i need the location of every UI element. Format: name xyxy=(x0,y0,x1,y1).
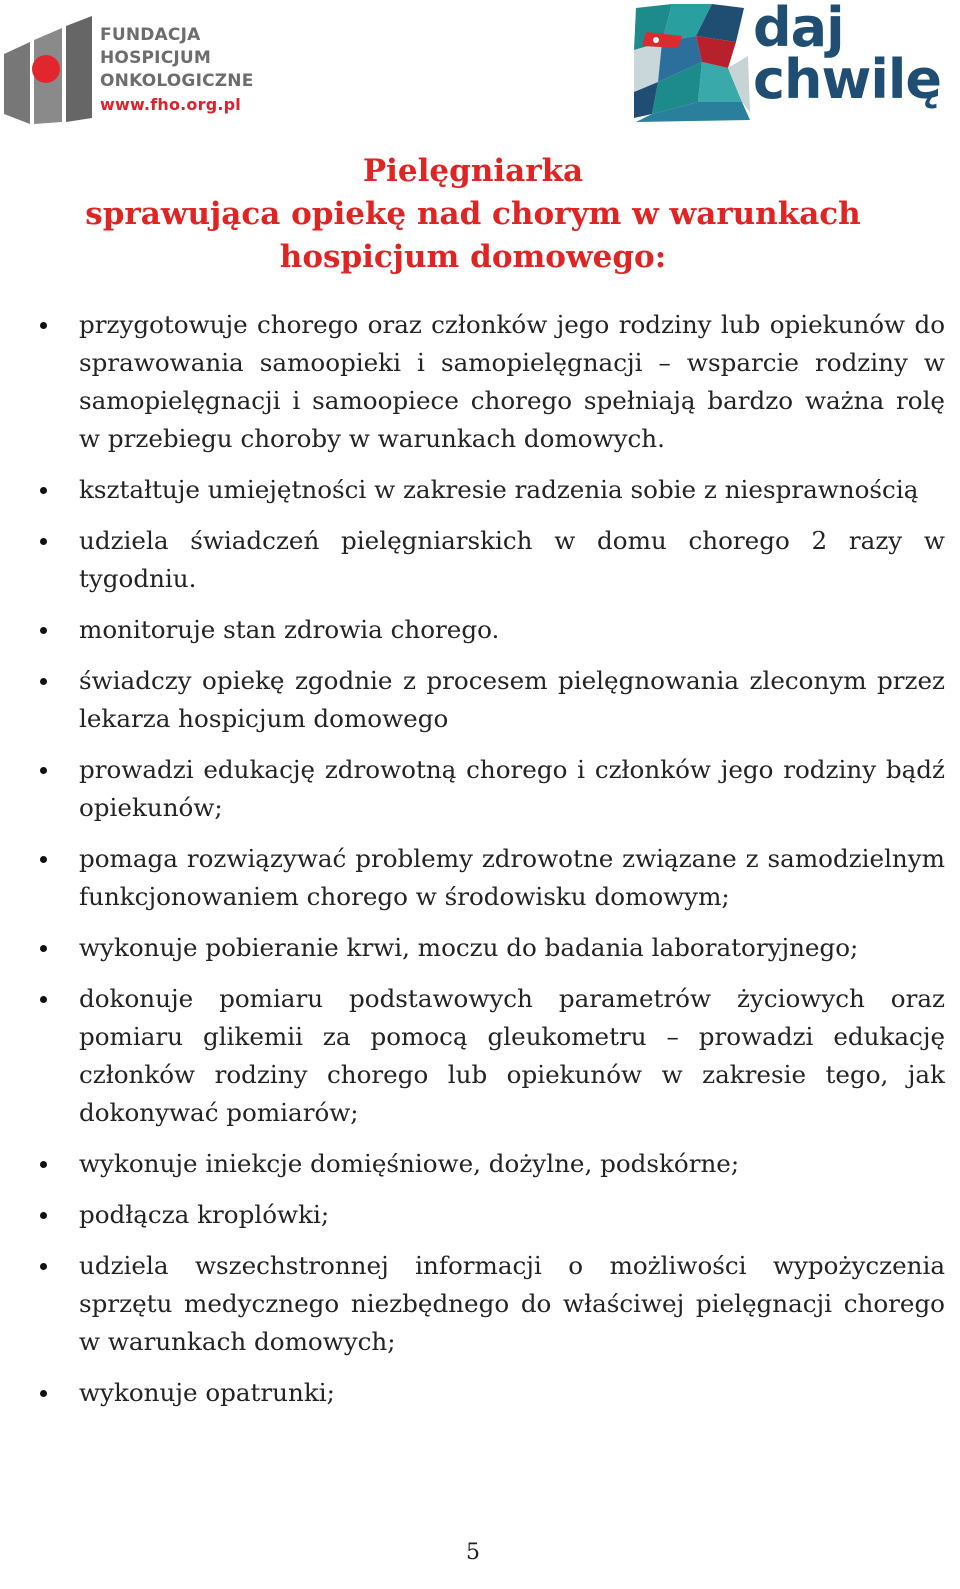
bullet-icon xyxy=(40,1263,47,1270)
bullet-icon xyxy=(40,996,47,1003)
list-item xyxy=(40,751,945,827)
bullet-icon xyxy=(40,1212,47,1219)
list-item-text: przygotowuje chorego oraz członków jego rodziny lub opiekunów do sprawowania samoopieki i samopielęgnacji – wsparcie rodziny w samopielęgnacji i samoopiece chorego spełniają bardzo ważna rolę w przebiegu choroby w warunkach domowych. xyxy=(79,310,945,453)
list-item xyxy=(40,1374,945,1412)
list-item-text: monitoruje stan zdrowia chorego. xyxy=(79,615,500,644)
title-line-2: sprawująca opiekę nad chorym w warunkach xyxy=(85,196,861,232)
list-item xyxy=(40,1247,945,1361)
bullet-icon xyxy=(40,1161,47,1168)
list-item xyxy=(40,611,945,649)
list-item xyxy=(40,522,945,598)
list-item xyxy=(40,929,945,967)
fho-line-1: FUNDACJA xyxy=(100,25,201,45)
list-item-text: prowadzi edukację zdrowotną chorego i członków jego rodziny bądź opiekunów; xyxy=(79,755,945,822)
bullet-icon xyxy=(40,538,47,545)
list-item-text: wykonuje iniekcje domięśniowe, dożylne, podskórne; xyxy=(79,1149,740,1178)
list-item xyxy=(40,1196,945,1234)
title-line-3: hospicjum domowego: xyxy=(279,239,667,275)
list-item-text: świadczy opiekę zgodnie z procesem pielęgnowania zleconym przez lekarza hospicjum domowego xyxy=(79,666,945,733)
bullet-icon xyxy=(40,627,47,634)
bullet-icon xyxy=(40,678,47,685)
page-number: 5 xyxy=(466,1540,480,1565)
bullet-icon xyxy=(40,767,47,774)
list-item-text: wykonuje opatrunki; xyxy=(79,1378,335,1407)
fho-logo-text xyxy=(100,24,254,116)
duties-list xyxy=(40,306,945,1425)
bullet-icon xyxy=(40,1390,47,1397)
list-item xyxy=(40,306,945,458)
list-item-text: udziela świadczeń pielęgniarskich w domu chorego 2 razy w tygodniu. xyxy=(79,526,945,593)
list-item-text: dokonuje pomiaru podstawowych parametrów życiowych oraz pomiaru glikemii za pomocą gleukometru – prowadzi edukację członków rodziny chorego lub opiekunów w zakresie tego, jak dokonywać pomiarów; xyxy=(79,984,945,1127)
daj-chwile-text xyxy=(753,0,941,111)
fho-url: www.fho.org.pl xyxy=(100,95,241,114)
daj-line-2: chwilę xyxy=(753,48,941,111)
list-item-text: pomaga rozwiązywać problemy zdrowotne związane z samodzielnym funkcjonowaniem chorego w środowisku domowym; xyxy=(79,844,945,911)
daj-line-1: daj xyxy=(753,0,844,59)
list-item-text: podłącza kroplówki; xyxy=(79,1200,330,1229)
bullet-icon xyxy=(40,322,47,329)
page-title xyxy=(0,150,946,279)
list-item xyxy=(40,840,945,916)
list-item xyxy=(40,980,945,1132)
list-item xyxy=(40,662,945,738)
title-line-1: Pielęgniarka xyxy=(362,153,584,189)
bullet-icon xyxy=(40,487,47,494)
list-item-text: wykonuje pobieranie krwi, moczu do badania laboratoryjnego; xyxy=(79,933,859,962)
list-item-text: kształtuje umiejętności w zakresie radzenia sobie z niesprawnością xyxy=(79,475,919,504)
bullet-icon xyxy=(40,856,47,863)
fho-line-3: ONKOLOGICZNE xyxy=(100,71,254,91)
list-item xyxy=(40,471,945,509)
list-item-text: udziela wszechstronnej informacji o możliwości wypożyczenia sprzętu medycznego niezbędnego do właściwej pielęgnacji chorego w warunkach domowych; xyxy=(79,1251,945,1356)
list-item xyxy=(40,1145,945,1183)
fho-line-2: HOSPICJUM xyxy=(100,48,212,68)
bullet-icon xyxy=(40,945,47,952)
